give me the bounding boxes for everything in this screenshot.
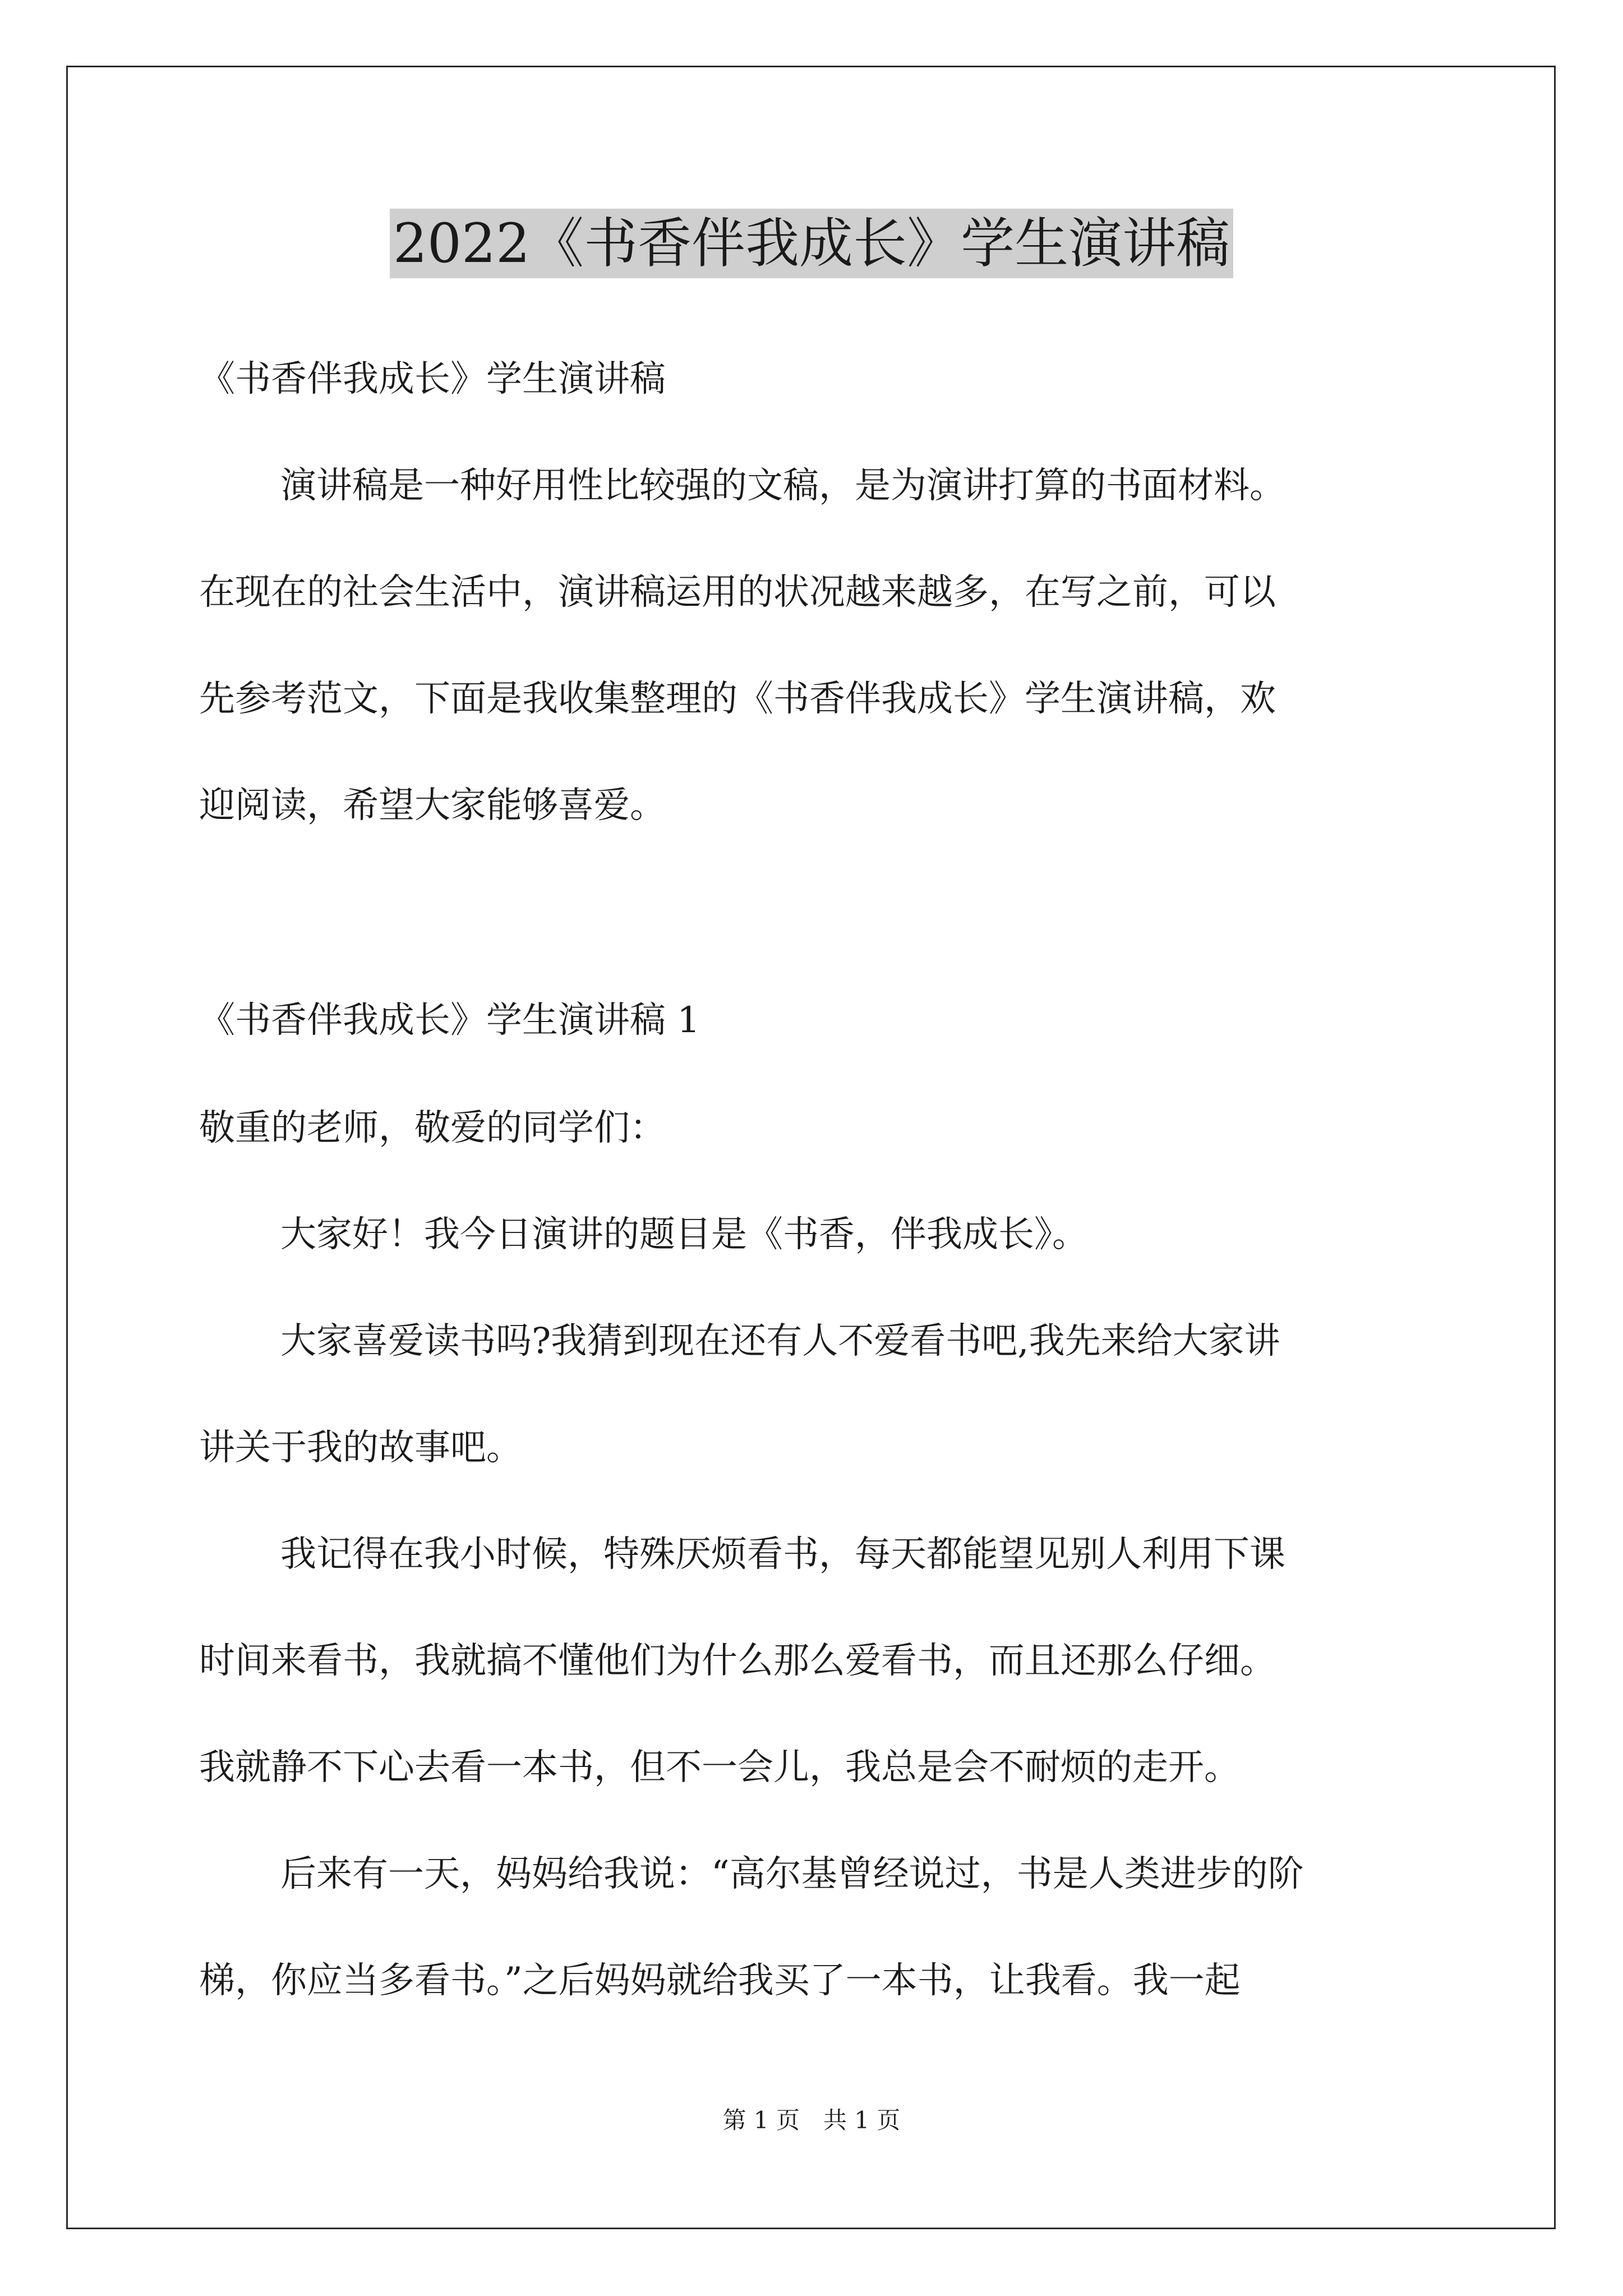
document-title: 2022《书香伴我成长》学生演讲稿: [390, 209, 1233, 278]
paragraph-line: 迎阅读，希望大家能够喜爱。: [199, 785, 666, 826]
paragraph-line: 在现在的社会生活中，演讲稿运用的状况越来越多，在写之前，可以: [199, 572, 1276, 613]
paragraph-line: 大家好！我今日演讲的题目是《书香，伴我成长》。: [280, 1214, 1088, 1255]
paragraph-line: 讲关于我的故事吧。: [199, 1427, 522, 1469]
paragraph-line: 大家喜爱读书吗?我猜到现在还有人不爱看书吧,我先来给大家讲: [280, 1320, 1280, 1362]
paragraph-line: 时间来看书，我就搞不懂他们为什么那么爱看书，而且还那么仔细。: [199, 1640, 1276, 1682]
page-footer: 第 1 页 共 1 页: [722, 2106, 901, 2134]
salutation-line: 敬重的老师，敬爱的同学们：: [199, 1107, 666, 1149]
paragraph-line: 演讲稿是一种好用性比较强的文稿，是为演讲打算的书面材料。: [280, 465, 1285, 507]
paragraph-line: 我记得在我小时候，特殊厌烦看书，每天都能望见别人利用下课: [280, 1534, 1285, 1575]
section-heading: 《书香伴我成长》学生演讲稿 1: [199, 1000, 700, 1041]
subtitle-line: 《书香伴我成长》学生演讲稿: [199, 358, 666, 400]
paragraph-line: 后来有一天，妈妈给我说：“高尔基曾经说过，书是人类进步的阶: [280, 1853, 1304, 1895]
title-container: [0, 209, 1623, 278]
paragraph-line: 梯，你应当多看书。”之后妈妈就给我买了一本书，让我看。我一起: [199, 1960, 1241, 2001]
paragraph-line: 先参考范文，下面是我收集整理的《书香伴我成长》学生演讲稿，欢: [199, 678, 1276, 720]
paragraph-line: 我就静不下心去看一本书，但不一会儿，我总是会不耐烦的走开。: [199, 1747, 1240, 1788]
